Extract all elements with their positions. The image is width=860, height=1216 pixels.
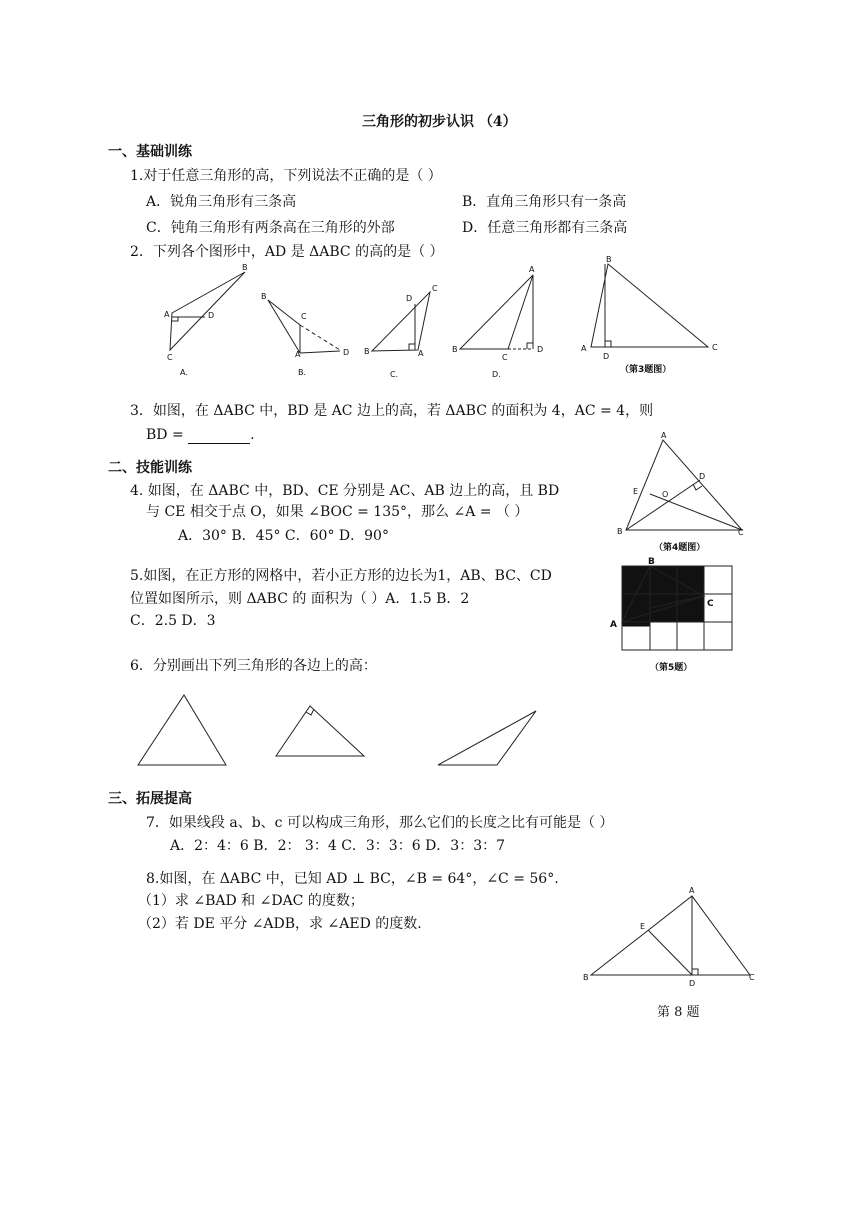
q4-line2: 与 CE 相交于点 O，如果 ∠BOC = 135°，那么 ∠A = （ ） [146, 504, 529, 520]
q3-figure-caption: （第3题图） [620, 365, 672, 375]
section-heading-basic: 一、基础训练 [108, 144, 192, 160]
page-title: 三角形的初步认识 （4） [362, 114, 517, 130]
q2-stem: 2．下列各个图形中，AD 是 ΔABC 的高的是（ ） [130, 244, 444, 260]
q4-options: A．30° B．45° C．60° D．90° [178, 528, 389, 544]
q2-choice-c-label: C. [390, 370, 399, 379]
q3-bd-label: BD = [146, 427, 184, 443]
label-b: B [583, 973, 589, 982]
q5-figure-caption: （第5题） [650, 663, 693, 673]
label-c: C [167, 353, 173, 362]
q1-stem: 1.对于任意三角形的高，下列说法不正确的是（ ） [130, 168, 442, 184]
q8-part1: （1）求 ∠BAD 和 ∠DAC 的度数； [138, 893, 364, 909]
label-d: D [689, 979, 696, 988]
label-c: C [749, 973, 755, 982]
q4-line1: 4. 如图，在 ΔABC 中，BD、CE 分别是 AC、AB 边上的高，且 BD [130, 483, 560, 499]
label-a: A [295, 350, 301, 359]
section-heading-skills: 二、技能训练 [108, 460, 192, 476]
label-b: B [606, 255, 612, 264]
label-a: A [661, 431, 667, 440]
q8-part2: （2）若 DE 平分 ∠ADB，求 ∠AED 的度数. [138, 916, 422, 932]
q2-choice-b-label: B. [298, 368, 307, 377]
label-b: B [648, 557, 655, 567]
label-c: C [502, 353, 508, 362]
label-b: B [364, 347, 370, 356]
q4-figure-caption: （第4题图） [654, 543, 706, 553]
label-b: B [452, 345, 458, 354]
q1-option-d: D．任意三角形都有三条高 [462, 220, 628, 236]
label-d: D [343, 348, 350, 357]
label-a: A [610, 620, 617, 630]
label-b: B [617, 527, 623, 536]
q3-line1: 3．如图，在 ΔABC 中，BD 是 AC 边上的高，若 ΔABC 的面积为 4，AC = 4，则 [130, 403, 654, 419]
label-c: C [712, 343, 718, 352]
label-d: D [406, 294, 413, 303]
label-a: A [164, 310, 170, 319]
q8-figure-caption: 第 8 题 [657, 1005, 700, 1020]
label-c: C [707, 599, 714, 609]
q1-option-a: A．锐角三角形有三条高 [146, 194, 297, 210]
q1-option-c: C．钝角三角形有两条高在三角形的外部 [146, 220, 395, 236]
label-a: A [529, 265, 535, 274]
q5-line1: 5.如图，在正方形的网格中，若小正方形的边长为1，AB、BC、CD [130, 568, 552, 584]
label-e: E [633, 487, 639, 496]
q5-line2: 位置如图所示，则 ΔABC 的 面积为（ ）A．1.5 B．2 [130, 591, 470, 607]
label-d: D [603, 352, 610, 361]
q7-stem: 7．如果线段 a、b、c 可以构成三角形，那么它们的长度之比有可能是（ ） [146, 815, 614, 831]
label-c: C [301, 312, 307, 321]
label-a: A [418, 349, 424, 358]
label-e: E [640, 922, 646, 931]
q1-option-b: B．直角三角形只有一条高 [462, 194, 627, 210]
label-o: O [662, 490, 669, 499]
q8-stem: 8.如图，在 ΔABC 中，已知 AD ⊥ BC，∠B = 64°，∠C = 56°. [146, 871, 559, 887]
label-d: D [537, 345, 544, 354]
q7-options: A．2：4：6 B．2： 3：4 C．3：3：6 D．3：3：7 [170, 838, 506, 854]
label-a: A [689, 886, 695, 895]
label-c: C [738, 528, 744, 537]
label-d: D [208, 311, 215, 320]
section-heading-extension: 三、拓展提高 [108, 791, 192, 807]
label-b: B [242, 263, 248, 272]
q5-line3: C．2.5 D．3 [130, 613, 216, 629]
q6-stem: 6．分别画出下列三角形的各边上的高： [130, 658, 377, 674]
q2-choice-a-label: A. [180, 368, 188, 377]
label-d: D [699, 472, 706, 481]
q2-choice-d-label: D. [492, 370, 501, 379]
label-b: B [261, 292, 267, 301]
label-a: A [581, 344, 587, 353]
q3-period: . [250, 427, 255, 443]
label-c: C [432, 284, 438, 293]
